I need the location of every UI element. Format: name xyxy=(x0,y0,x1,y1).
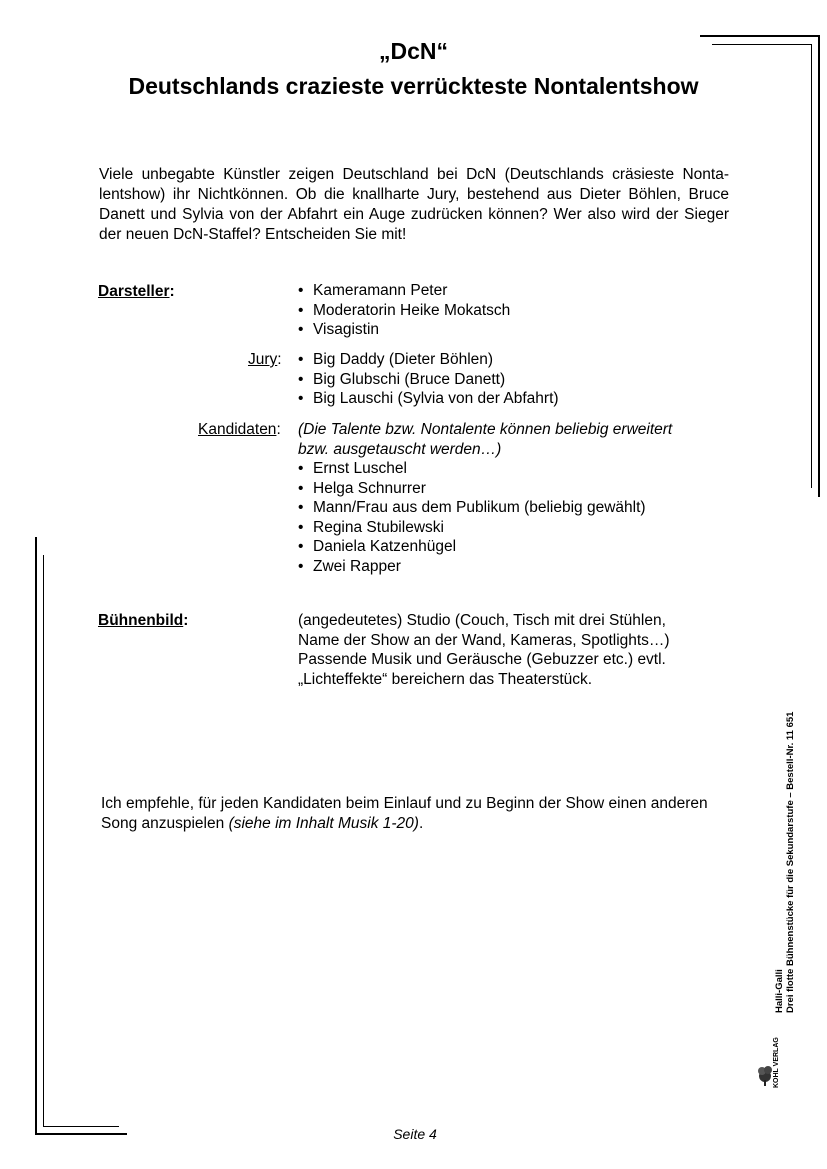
recommendation-paragraph xyxy=(101,794,741,833)
cast-label xyxy=(98,282,175,302)
tree-icon xyxy=(758,1066,772,1086)
candidates-label xyxy=(198,420,281,440)
frame-top-right-outer-v xyxy=(818,35,820,497)
list-item: • Kameramann Peter xyxy=(298,281,510,301)
list-item: • Big Glubschi (Bruce Danett) xyxy=(298,370,559,390)
recommendation-end: . xyxy=(418,814,424,832)
frame-top-right-outer-h xyxy=(700,35,820,37)
cast-label-text: Darsteller xyxy=(98,283,170,300)
list-item: • Zwei Rapper xyxy=(298,557,646,577)
stage-label-colon: : xyxy=(183,612,189,629)
recommendation-reference: (siehe im Inhalt Musik 1-20) xyxy=(228,814,419,832)
list-item: • Helga Schnurrer xyxy=(298,479,646,499)
candidates-label-colon: : xyxy=(276,421,281,438)
stage-line: Name der Show an der Wand, Kameras, Spotlights…) xyxy=(298,631,670,649)
stage-line: Passende Musik und Geräusche (Gebuzzer etc.) evtl. xyxy=(298,651,666,668)
stage-description xyxy=(298,611,718,689)
recommendation-text: Ich empfehle, für jeden Kandidaten beim Einlauf und zu Beginn der Show einen anderen Song anzuspielen xyxy=(101,795,708,832)
candidates-note: (Die Talente bzw. Nontalente können beliebig erweitert bzw. ausgetauscht werden…) xyxy=(298,421,673,458)
jury-label-colon: : xyxy=(277,351,282,368)
list-item: • Ernst Luschel xyxy=(298,459,646,479)
page-title: „DcN“ xyxy=(378,38,448,64)
side-series: Drei flotte Bühnenstücke für die Sekundarstufe – Bestell-Nr. 11 651 xyxy=(785,711,796,1013)
list-item: • Visagistin xyxy=(298,320,510,340)
list-item: • Daniela Katzenhügel xyxy=(298,537,646,557)
list-item: • Regina Stubilewski xyxy=(298,518,646,538)
side-title: Halli-Galli xyxy=(774,969,785,1013)
list-item: • Big Lauschi (Sylvia von der Abfahrt) xyxy=(298,389,559,409)
stage-label-text: Bühnenbild xyxy=(98,612,184,629)
publisher-logo xyxy=(756,1036,796,1091)
frame-bottom-left-inner-v xyxy=(43,555,44,1126)
candidates-list xyxy=(298,459,646,576)
publisher-name: KOHL VERLAG xyxy=(773,1037,780,1088)
list-item: • Big Daddy (Dieter Böhlen) xyxy=(298,350,559,370)
frame-bottom-left-outer-v xyxy=(35,537,37,1135)
page-subtitle: Deutschlands crazieste verrückteste Nontalentshow xyxy=(128,73,699,99)
frame-top-right-inner-v xyxy=(811,44,812,488)
candidates-label-text: Kandidaten xyxy=(198,421,277,438)
cast-list xyxy=(298,281,510,340)
stage-line: (angedeutetes) Studio (Couch, Tisch mit drei Stühlen, xyxy=(298,612,666,629)
list-item: • Mann/Frau aus dem Publikum (beliebig gewählt) xyxy=(298,498,646,518)
jury-list xyxy=(298,350,559,409)
stage-line: „Lichteffekte“ bereichern das Theaterstück. xyxy=(298,670,593,688)
list-item: • Moderatorin Heike Mokatsch xyxy=(298,301,510,321)
page-number: Seite 4 xyxy=(393,1126,437,1142)
stage-label xyxy=(98,611,188,631)
intro-paragraph: Viele unbegabte Künstler zeigen Deutschland bei DcN (Deutschlands cräsieste Nonta-lentshow) ihr Nichtkönnen. Ob die knallharte Jury, bestehend aus Dieter Böhlen, Bruce Danett und Sylvia von der Abfahrt ein Auge zudrücken können? Wer also wird der Sieger der neuen DcN-Staffel? Entscheiden Sie mit! xyxy=(99,166,729,243)
publisher-name-group xyxy=(773,1037,780,1088)
jury-label-text: Jury xyxy=(248,351,278,368)
side-publication-info xyxy=(774,712,796,1013)
jury-label xyxy=(248,350,282,370)
cast-label-colon: : xyxy=(169,283,175,300)
